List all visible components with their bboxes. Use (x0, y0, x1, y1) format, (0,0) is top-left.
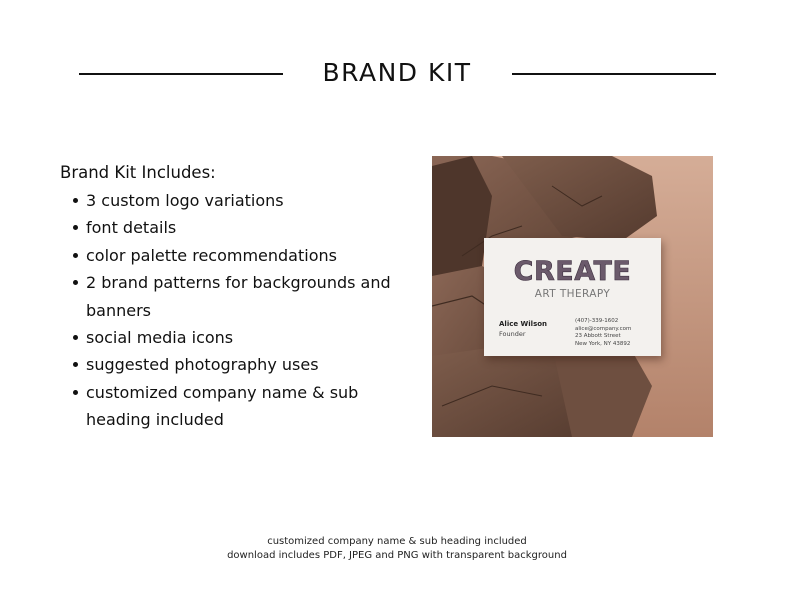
title-rule-right (512, 73, 716, 75)
list-item: 2 brand patterns for backgrounds and banners (68, 269, 413, 324)
page-title: BRAND KIT (322, 58, 472, 87)
card-city: New York, NY 43892 (575, 340, 631, 347)
list-item: font details (68, 214, 413, 241)
list-item: social media icons (68, 324, 413, 351)
includes-heading: Brand Kit Includes: (60, 163, 216, 182)
list-item: color palette recommendations (68, 242, 413, 269)
card-name: Alice Wilson (499, 320, 548, 328)
card-street: 23 Abbott Street (575, 333, 621, 340)
list-item: customized company name & sub heading included (68, 379, 413, 434)
list-item: 3 custom logo variations (68, 187, 413, 214)
card-subtitle: ART THERAPY (534, 288, 611, 300)
card-logo: CREATE (513, 256, 632, 287)
business-card (484, 238, 661, 356)
card-role: Founder (499, 330, 526, 338)
card-phone: (407)-339-1602 (575, 318, 619, 324)
footer-line-2: download includes PDF, JPEG and PNG with transparent background (227, 550, 567, 561)
card-email: alice@company.com (575, 325, 632, 332)
includes-list (68, 187, 413, 434)
card-contact (575, 318, 631, 348)
list-item: suggested photography uses (68, 351, 413, 378)
footer-line-1: customized company name & sub heading included (267, 536, 527, 547)
